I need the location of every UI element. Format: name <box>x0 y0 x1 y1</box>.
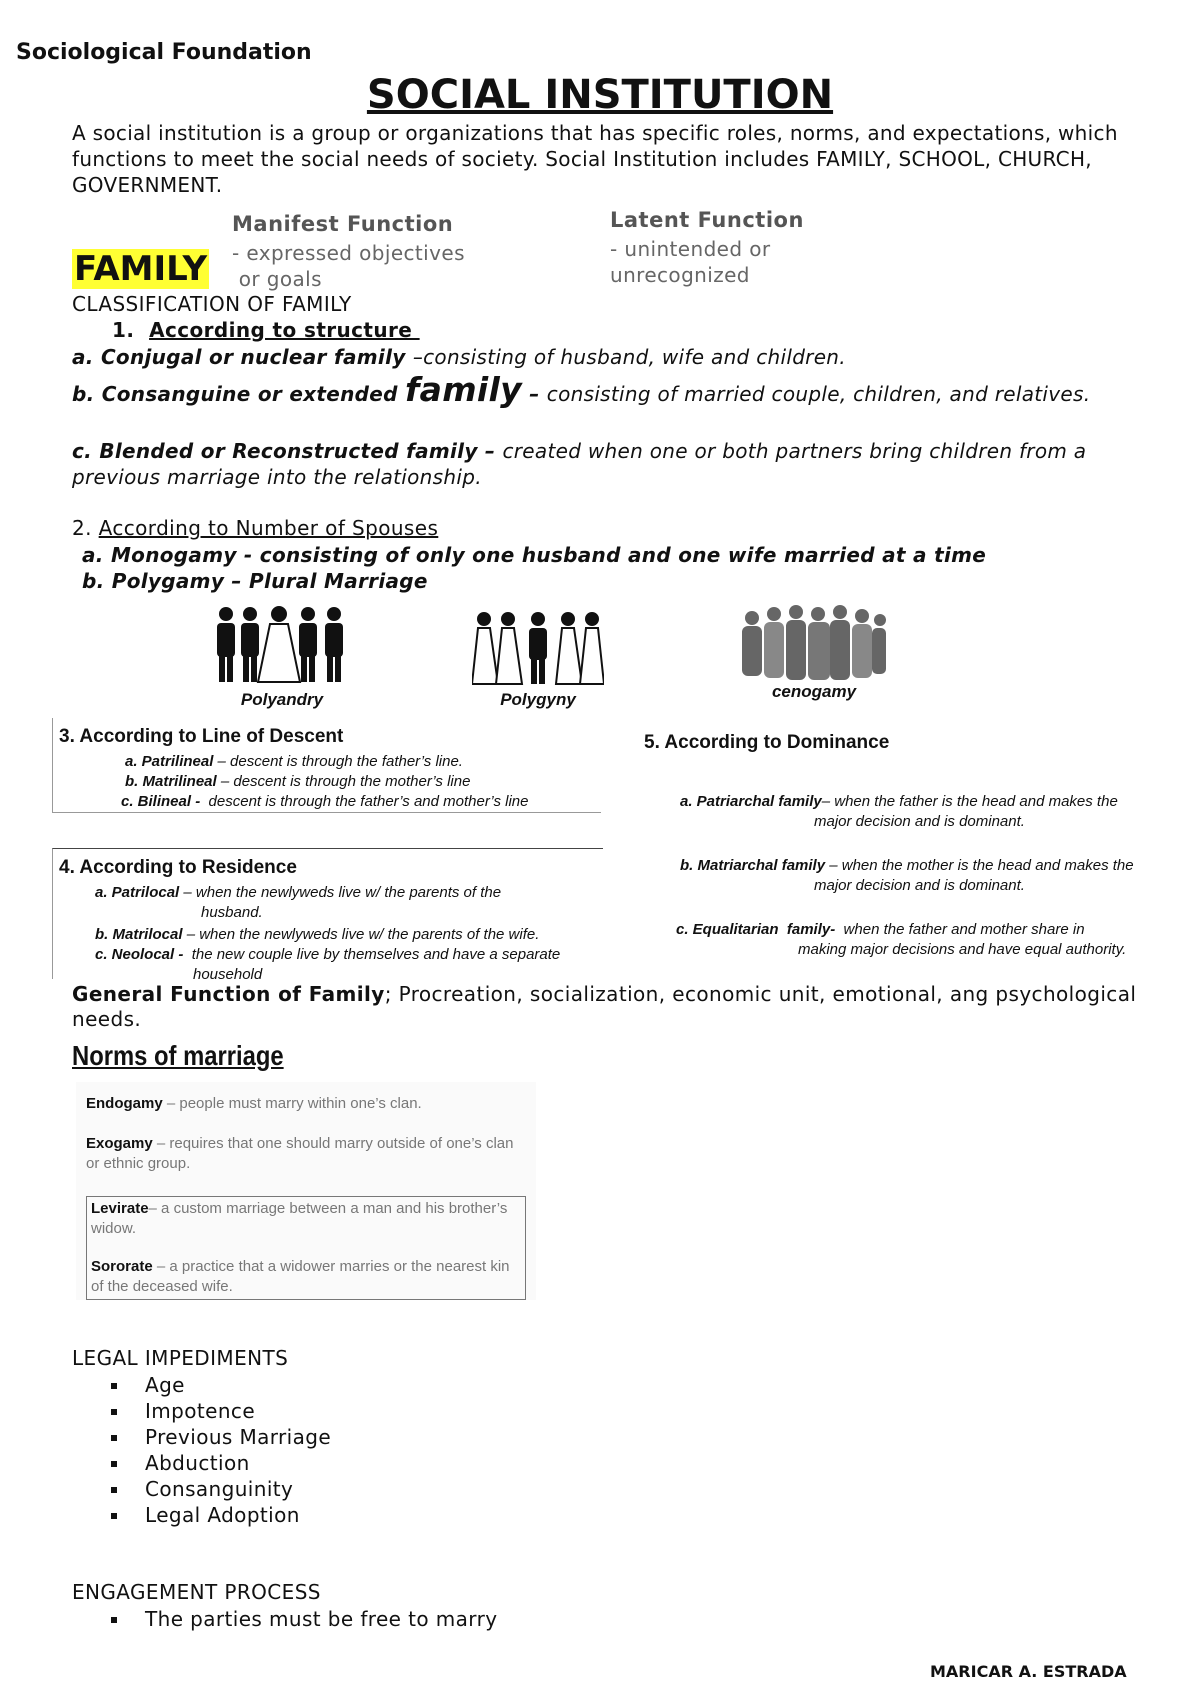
general-function-label: General Function of Family <box>72 982 385 1006</box>
dominance-item-b-cont: major decision and is dominant. <box>814 877 1025 894</box>
norm-exogamy <box>86 1134 526 1174</box>
structure-title: According to structure <box>149 318 420 342</box>
latent-function-definition <box>610 236 771 288</box>
legal-impediments-heading: LEGAL IMPEDIMENTS <box>72 1346 289 1370</box>
general-function-text: ; Procreation, socialization, economic unit, emotional, ang psychological needs. <box>72 982 1137 1031</box>
norms-heading: Norms of marriage <box>72 1040 284 1071</box>
polygyny-caption: Polygyny <box>500 690 576 709</box>
page-title: SOCIAL INSTITUTION <box>366 72 834 118</box>
dominance-box <box>628 724 1168 964</box>
polyandry-figure <box>212 604 352 710</box>
def-patrilocal: – when the newlyweds live w/ the parents of the <box>179 884 502 901</box>
residence-item-a-cont: husband. <box>201 904 263 921</box>
structure-item-c <box>72 438 1132 490</box>
spouses-number: 2. <box>72 516 99 540</box>
intro-paragraph: A social institution is a group or organizations that has specific roles, norms, and expectations, which functions to meet the social needs of society. Social Institution includes FAMILY, SCHOOL, CHURCH, GOVERNMENT. <box>72 121 1118 197</box>
term-blended: c. Blended or Reconstructed family – <box>72 439 503 463</box>
def-levirate: – a custom marriage between a man and his brother’s widow. <box>91 1200 508 1237</box>
document-header: Sociological Foundation <box>16 40 312 65</box>
structure-item-b <box>72 370 1122 409</box>
descent-item-c <box>121 792 528 812</box>
structure-item-a <box>72 344 1172 370</box>
spouses-item-b: b. Polygamy – Plural Marriage <box>82 569 428 593</box>
residence-item-c-cont: household <box>193 966 263 983</box>
spouses-title: According to Number of Spouses <box>98 516 439 540</box>
dominance-item-c-cont: making major decisions and have equal authority. <box>798 941 1127 958</box>
list-item: Impotence <box>72 1398 331 1424</box>
latent-function-heading: Latent Function <box>610 208 804 232</box>
list-item: The parties must be free to marry <box>72 1606 497 1632</box>
norm-levirate <box>91 1199 521 1239</box>
cenogamy-icon <box>742 604 886 684</box>
levirate-sororate-box <box>86 1196 526 1300</box>
def-consanguine: consisting of married couple, children, and relatives. <box>546 382 1091 406</box>
spouses-item-a: a. Monogamy - consisting of only one husband and one wife married at a time <box>82 543 987 567</box>
family-highlight-label: FAMILY <box>74 249 208 289</box>
def-patriarchal: – when the father is the head and makes the <box>821 793 1118 810</box>
term-levirate: Levirate <box>91 1200 149 1217</box>
descent-item-a <box>125 752 463 772</box>
term-family-big: family <box>405 370 522 409</box>
term-equalitarian: c. Equalitarian family- <box>676 921 836 938</box>
def-endogamy: – people must marry within one’s clan. <box>162 1095 422 1112</box>
term-consanguine: b. Consanguine or extended <box>72 382 406 406</box>
list-item: Abduction <box>72 1450 331 1476</box>
spouses-heading <box>72 516 438 540</box>
latent-line-1: - unintended or <box>610 237 771 261</box>
def-neolocal: the new couple live by themselves and have a separate <box>183 946 561 963</box>
manifest-line-2: or goals <box>232 267 322 291</box>
dominance-item-b <box>680 856 1134 876</box>
def-matrilineal: – descent is through the mother’s line <box>216 773 471 790</box>
author-name: MARICAR A. ESTRADA <box>930 1662 1127 1681</box>
def-patrilineal: – descent is through the father’s line. <box>213 753 463 770</box>
dash: – <box>521 382 547 406</box>
term-patriarchal: a. Patriarchal family <box>680 793 822 810</box>
cenogamy-caption: cenogamy <box>771 682 857 701</box>
term-matrilocal: b. Matrilocal <box>95 926 183 943</box>
descent-item-b <box>125 772 470 792</box>
residence-item-a <box>95 883 501 903</box>
term-bilineal: c. Bilineal - <box>121 793 201 810</box>
list-item: Age <box>72 1372 331 1398</box>
def-bilineal: descent is through the father’s and mother’s line <box>200 793 529 810</box>
manifest-line-1: - expressed objectives <box>232 241 465 265</box>
polygyny-figure <box>472 610 604 710</box>
term-sororate: Sororate <box>91 1258 153 1275</box>
dominance-item-c <box>676 920 1085 940</box>
norm-endogamy <box>86 1094 526 1114</box>
list-item: Consanguinity <box>72 1476 331 1502</box>
classification-heading: CLASSIFICATION OF FAMILY <box>72 292 352 316</box>
term-neolocal: c. Neolocal - <box>95 946 184 963</box>
def-equalitarian: when the father and mother share in <box>835 921 1085 938</box>
norm-sororate <box>91 1257 521 1297</box>
structure-number: 1. <box>112 318 135 342</box>
term-exogamy: Exogamy <box>86 1135 153 1152</box>
term-conjugal: a. Conjugal or nuclear family <box>72 345 413 369</box>
structure-heading <box>112 318 420 342</box>
dominance-item-a-cont: major decision and is dominant. <box>814 813 1025 830</box>
def-sororate: – a practice that a widower marries or the nearest kin of the deceased wife. <box>91 1258 510 1295</box>
norms-box <box>76 1082 536 1300</box>
residence-item-b <box>95 925 539 945</box>
latent-line-2: unrecognized <box>610 263 750 287</box>
descent-heading: 3. According to Line of Descent <box>59 726 344 747</box>
def-matrilocal: – when the newlyweds live w/ the parents of the wife. <box>182 926 540 943</box>
engagement-process-heading: ENGAGEMENT PROCESS <box>72 1580 321 1604</box>
polygyny-icon <box>472 610 604 686</box>
descent-box <box>52 718 601 813</box>
term-patrilocal: a. Patrilocal <box>95 884 180 901</box>
manifest-function-heading: Manifest Function <box>232 212 454 236</box>
term-patrilineal: a. Patrilineal <box>125 753 214 770</box>
term-endogamy: Endogamy <box>86 1095 163 1112</box>
term-matriarchal: b. Matriarchal family <box>680 857 826 874</box>
def-conjugal: –consisting of husband, wife and children. <box>412 345 846 369</box>
engagement-process-list <box>72 1606 497 1632</box>
list-item: Legal Adoption <box>72 1502 331 1528</box>
def-blended: created when one or both partners bring children from a previous marriage into the relationship. <box>72 439 1087 489</box>
legal-impediments-list <box>72 1372 331 1528</box>
polyandry-icon <box>212 604 352 686</box>
general-function <box>72 982 1152 1032</box>
manifest-function-definition <box>232 240 465 292</box>
residence-heading: 4. According to Residence <box>59 857 297 878</box>
residence-box <box>52 848 603 983</box>
polyandry-caption: Polyandry <box>240 690 324 709</box>
cenogamy-figure <box>742 604 886 702</box>
residence-item-c <box>95 945 560 965</box>
dominance-heading: 5. According to Dominance <box>644 732 890 753</box>
def-exogamy: – requires that one should marry outside of one’s clan or ethnic group. <box>86 1135 514 1172</box>
term-matrilineal: b. Matrilineal <box>125 773 217 790</box>
def-matriarchal: – when the mother is the head and makes the <box>825 857 1134 874</box>
list-item: Previous Marriage <box>72 1424 331 1450</box>
dominance-item-a <box>680 792 1118 812</box>
